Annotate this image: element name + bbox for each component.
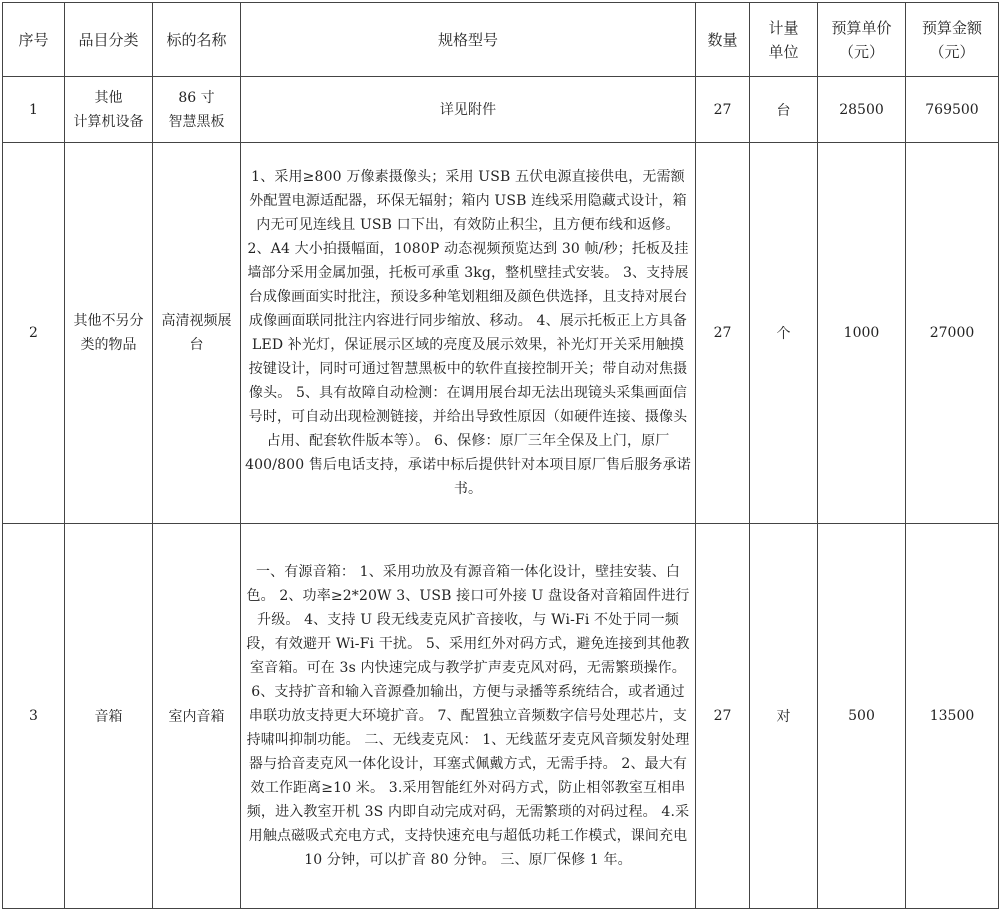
cell-spec: 一、有源音箱： 1、采用功放及有源音箱一体化设计，壁挂安装、白色。 2、功率≥2*20W 3、USB 接口可外接 U 盘设备对音箱固件进行升级。 4、支持 U 段无线麦克风扩音接收，与 Wi-Fi 不处于同一频段，有效避开 Wi-Fi 干扰。 5、采用红外对码方式，避免连接到其他教室音箱。可在 3s 内快速完成与教学扩声麦克风对码，无需繁琐操作。 6、支持扩音和输入音源叠加输出，方便与录播等系统结合，或者通过串联功放支持更大环境扩音。 7、配置独立音频数字信号处理芯片，支持啸叫抑制功能。 二、无线麦克风： 1、无线蓝牙麦克风音频发射处理器与拾音麦克风一体化设计，耳塞式佩戴方式，无需手持。 2、最大有效工作距离≥10 米。 3.采用智能红外对码方式，防止相邻教室互相串频，进入教室开机 3S 内即自动完成对码，无需繁琐的对码过程。 4.采用触点磁吸式充电方式，支持快速充电与超低功耗工作模式，课间充电 10 分钟，可以扩音 80 分钟。 三、原厂保修 1 年。: [241, 524, 696, 909]
header-amount: [906, 3, 999, 77]
cell-category-line2: 计算机设备: [73, 113, 144, 130]
cell-seq: 1: [3, 77, 65, 143]
header-seq: 序号: [3, 3, 65, 77]
cell-item-line1: 86 寸: [178, 89, 215, 106]
header-unit: [750, 3, 818, 77]
cell-spec: 详见附件: [241, 77, 696, 143]
table-row: [3, 77, 999, 143]
header-amount-line2: （元）: [929, 42, 975, 61]
cell-item-line2: 智慧黑板: [168, 113, 225, 130]
cell-category-line1: 其他不另分: [73, 313, 144, 329]
cell-item-name: [153, 143, 241, 524]
table-header-row: [3, 3, 999, 77]
cell-item-name: [153, 77, 241, 143]
header-category: 品目分类: [65, 3, 153, 77]
cell-unit-price: 1000: [818, 143, 906, 524]
cell-item-name: 室内音箱: [153, 524, 241, 909]
cell-unit: 台: [750, 77, 818, 143]
header-unit-line2: 单位: [768, 42, 799, 61]
cell-unit-price: 28500: [818, 77, 906, 143]
cell-quantity: 27: [696, 143, 750, 524]
cell-category: [65, 143, 153, 524]
cell-seq: 2: [3, 143, 65, 524]
header-unit-price-line2: （元）: [838, 42, 884, 61]
cell-spec: 1、采用≥800 万像素摄像头；采用 USB 五伏电源直接供电，无需额外配置电源适配器，环保无辐射；箱内 USB 连线采用隐藏式设计，箱内无可见连线且 USB 口下出，有效防止积尘，且方便布线和返修。2、A4 大小拍摄幅面，1080P 动态视频预览达到 30 帧/秒；托板及挂墙部分采用金属加强，托板可承重 3kg，整机壁挂式安装。 3、支持展台成像画面实时批注，预设多种笔划粗细及颜色供选择，且支持对展台成像画面联同批注内容进行同步缩放、移动。 4、展示托板正上方具备 LED 补光灯，保证展示区域的亮度及展示效果，补光灯开关采用触摸按键设计，同时可通过智慧黑板中的软件直接控制开关；带自动对焦摄像头。 5、具有故障自动检测：在调用展台却无法出现镜头采集画面信号时，可自动出现检测链接，并给出导致性原因（如硬件连接、摄像头占用、配套软件版本等）。 6、保修：原厂三年全保及上门，原厂 400/800 售后电话支持，承诺中标后提供针对本项目原厂售后服务承诺书。: [241, 143, 696, 524]
header-amount-line1: 预算金额: [921, 18, 982, 37]
cell-quantity: 27: [696, 77, 750, 143]
cell-item-line1: 高清视频展: [161, 313, 232, 329]
procurement-table: [2, 2, 999, 909]
cell-category-line2: 类的物品: [80, 337, 137, 353]
table-row: [3, 143, 999, 524]
cell-unit: 对: [750, 524, 818, 909]
cell-unit: 个: [750, 143, 818, 524]
header-item-name: 标的名称: [153, 3, 241, 77]
cell-category: 音箱: [65, 524, 153, 909]
cell-seq: 3: [3, 524, 65, 909]
header-unit-price: [818, 3, 906, 77]
header-unit-price-line1: 预算单价: [831, 18, 892, 37]
cell-amount: 769500: [906, 77, 999, 143]
cell-item-line2: 台: [189, 337, 204, 353]
cell-amount: 13500: [906, 524, 999, 909]
cell-quantity: 27: [696, 524, 750, 909]
header-unit-line1: 计量: [768, 18, 799, 37]
cell-amount: 27000: [906, 143, 999, 524]
header-spec: 规格型号: [241, 3, 696, 77]
cell-category: [65, 77, 153, 143]
table-row: [3, 524, 999, 909]
cell-unit-price: 500: [818, 524, 906, 909]
cell-category-line1: 其他: [94, 89, 123, 106]
header-quantity: 数量: [696, 3, 750, 77]
